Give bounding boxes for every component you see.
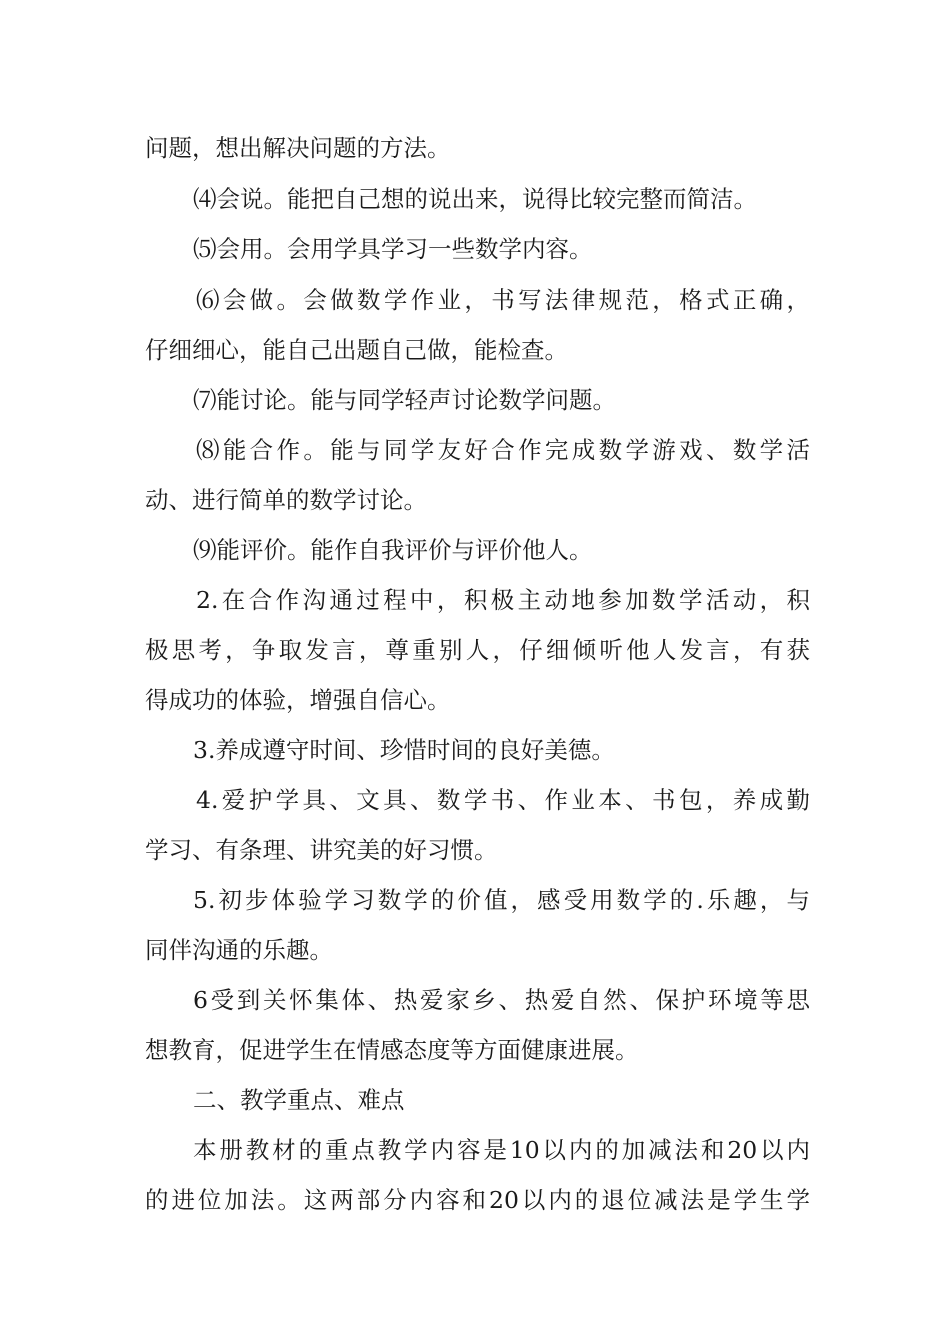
- section-heading: 二、教学重点、难点: [193, 1086, 405, 1114]
- text-line: ⑺能讨论。能与同学轻声讨论数学问题。: [193, 386, 616, 414]
- text-line: 学习、有条理、讲究美的好习惯。: [145, 836, 498, 864]
- text-line: 动、进行简单的数学讨论。: [145, 486, 427, 514]
- text-line: 想教育，促进学生在情感态度等方面健康进展。: [145, 1036, 639, 1064]
- text-line: ⑸会用。会用学具学习一些数学内容。: [193, 235, 593, 263]
- text-line: 2.在合作沟通过程中，积极主动地参加数学活动，积: [196, 586, 810, 614]
- text-line: 极思考，争取发言，尊重别人，仔细倾听他人发言，有获: [145, 636, 810, 664]
- text-line: 得成功的体验，增强自信心。: [145, 686, 451, 714]
- text-line: ⑼能评价。能作自我评价与评价他人。: [193, 536, 593, 564]
- text-line: ⑷会说。能把自己想的说出来，说得比较完整而简洁。: [193, 185, 757, 213]
- text-line: 6受到关怀集体、热爱家乡、热爱自然、保护环境等思: [193, 986, 810, 1014]
- text-line: 问题，想出解决问题的方法。: [145, 134, 451, 162]
- text-line: 5.初步体验学习数学的价值，感受用数学的.乐趣，与: [193, 886, 810, 914]
- text-line: 同伴沟通的乐趣。: [145, 936, 333, 964]
- text-line: 仔细细心，能自己出题自己做，能检查。: [145, 336, 568, 364]
- text-line: 4.爱护学具、文具、数学书、作业本、书包，养成勤: [196, 786, 810, 814]
- text-line: 3.养成遵守时间、珍惜时间的良好美德。: [193, 736, 615, 764]
- text-line: 本册教材的重点教学内容是10以内的加减法和20以内: [193, 1136, 810, 1164]
- text-line: ⑹会做。会做数学作业，书写法律规范，格式正确，: [196, 286, 810, 314]
- text-line: ⑻能合作。能与同学友好合作完成数学游戏、数学活: [196, 436, 810, 464]
- text-line: 的进位加法。这两部分内容和20以内的退位减法是学生学: [145, 1186, 810, 1214]
